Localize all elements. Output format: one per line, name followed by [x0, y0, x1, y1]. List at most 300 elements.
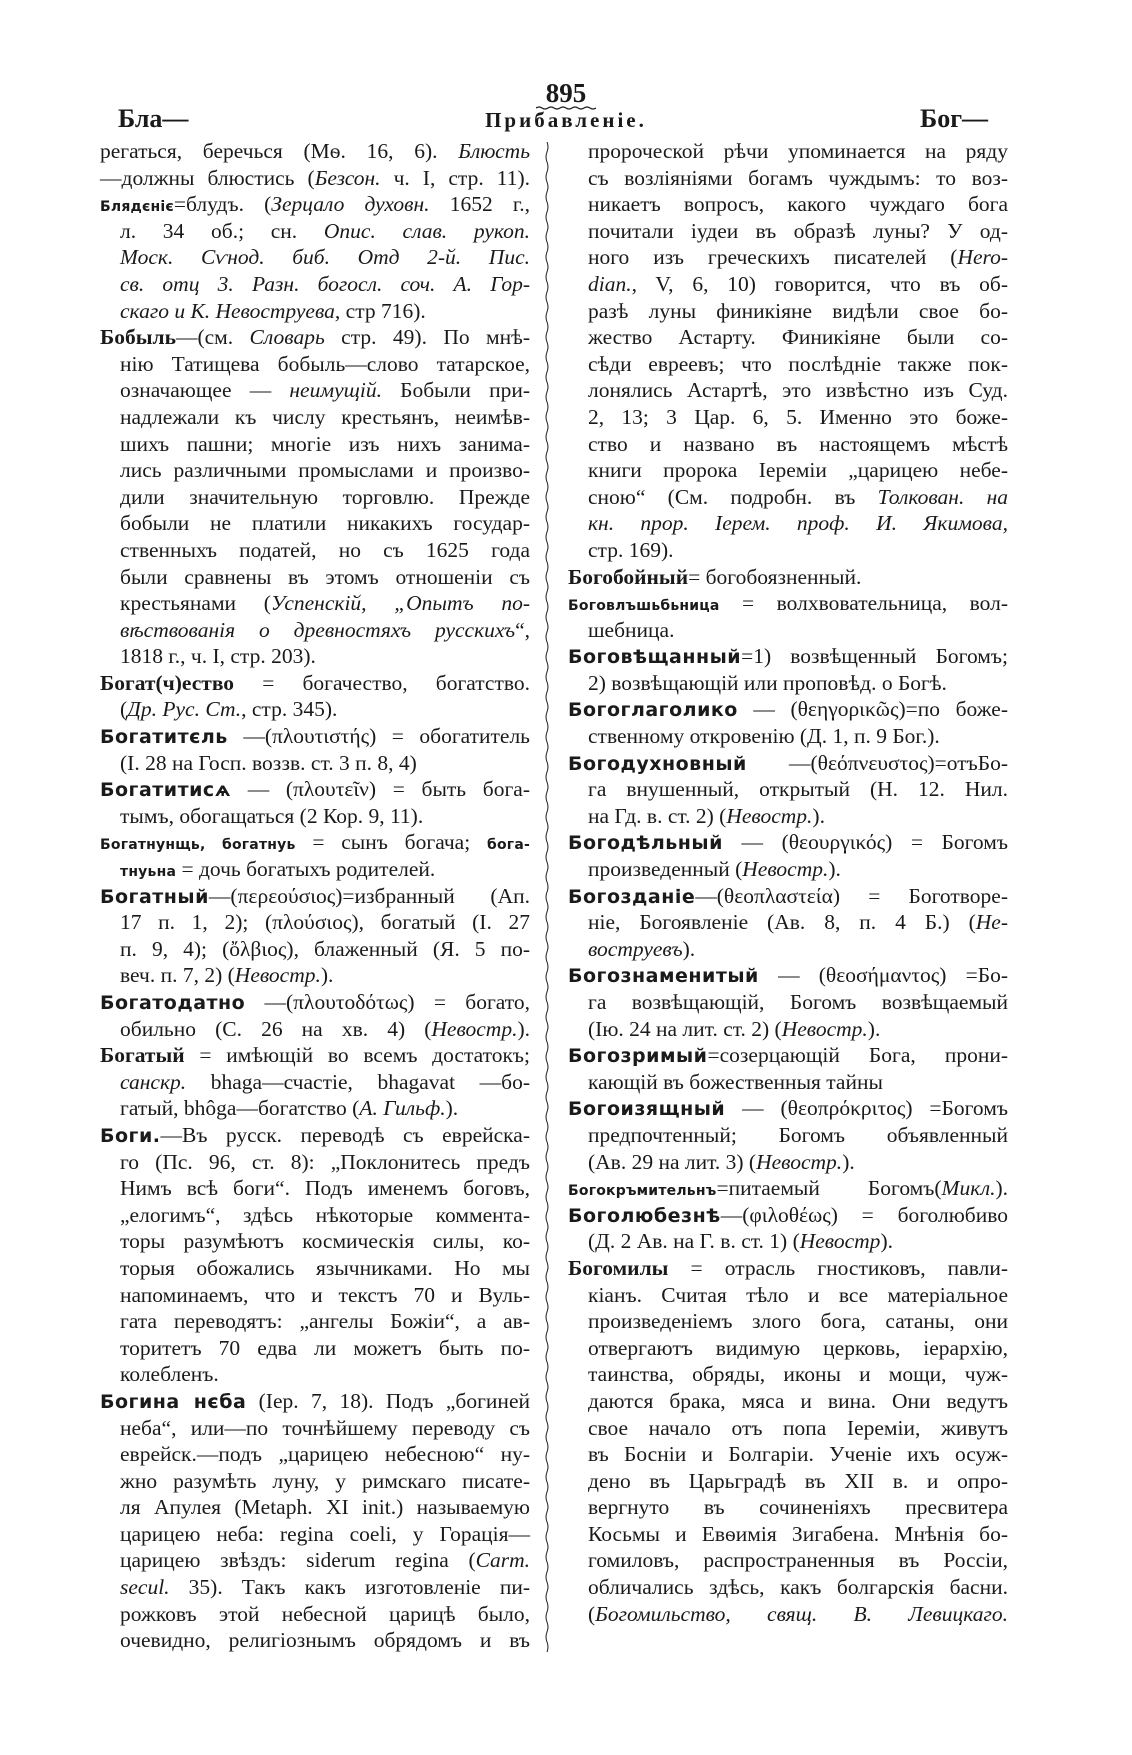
entry-text: —должны блюстись (: [100, 165, 315, 190]
entry-headword-line: [568, 1175, 1008, 1202]
text-line: [100, 564, 530, 591]
entry-text: —(πλουτοδότως) = богато,: [245, 990, 530, 1014]
citation-italic: Микл.: [941, 1176, 996, 1201]
entry-text: жно разумѣть луну, у римскаго писате-: [120, 1468, 530, 1493]
entry-text: еврейск.—подъ „царицею небесною“ ну-: [120, 1442, 530, 1467]
entry-text: го (Пс. 96, ст. 8): „Поклонитесь предъ: [120, 1149, 530, 1174]
entry-headword-line: [100, 989, 530, 1016]
text-line: [100, 856, 530, 883]
entry-text: (Ав. 29 на лит. 3) (: [588, 1149, 757, 1174]
text-line: [568, 1228, 1008, 1255]
text-line: [568, 617, 1008, 644]
entry-headword-line: [568, 1255, 1008, 1282]
entry-headword: Богобойный: [568, 564, 689, 589]
entry-headword: Богатный: [100, 885, 209, 908]
text-line: [100, 244, 530, 271]
text-line: [568, 165, 1008, 192]
entry-text: колебленъ.: [120, 1362, 219, 1387]
text-line: [100, 909, 530, 936]
text-line: [568, 856, 1008, 883]
text-line: [568, 377, 1008, 404]
entry-headword-line: [100, 1388, 530, 1415]
entry-text: „елогимъ“, здѣсь нѣкоторые коммента-: [120, 1202, 530, 1227]
entry-text: Косьмы и Евѳимія Зигабена. Мнѣнія бо-: [588, 1521, 1008, 1546]
entry-text: —(см.: [175, 325, 250, 350]
entry-text: —(θεοπλαστεία) = Боготворе-: [695, 883, 1008, 908]
citation-italic: Невостр.: [781, 1016, 868, 1041]
text-line: [100, 643, 530, 670]
entry-text: ).: [812, 803, 825, 828]
text-line: [568, 457, 1008, 484]
text-line: [568, 324, 1008, 351]
entry-text: таинства, обряды, иконы и мощи, чуж-: [588, 1362, 1008, 1387]
entry-text: =блудъ. (: [173, 192, 272, 217]
text-line: [100, 803, 530, 830]
text-line: [568, 803, 1008, 830]
entry-text: ).: [445, 1096, 459, 1121]
citation-italic: скаго и К. Невоструева,: [120, 298, 341, 323]
entry-text: царицею звѣздъ: siderum regina (: [120, 1548, 476, 1573]
entry-headword-line: [568, 1202, 1008, 1229]
entry-headword: Боговлъшьбьница: [568, 598, 720, 615]
text-line: [100, 404, 530, 431]
text-line: [100, 537, 530, 564]
entry-text: —(περεούσιος)=избранный (Ап.: [208, 883, 530, 908]
entry-headword: тнуьна: [120, 864, 177, 881]
entry-text: гомиловъ, распространенныя въ Россіи,: [588, 1548, 1008, 1573]
text-line: [568, 989, 1008, 1016]
text-line: [100, 218, 530, 245]
text-line: [100, 1149, 530, 1176]
entry-text: ственному откровенію (Д. 1, п. 9 Бог.).: [588, 724, 940, 749]
entry-headword-line: [568, 750, 1008, 777]
entry-text: ).: [867, 1016, 881, 1041]
entry-text: ).: [682, 936, 696, 961]
citation-italic: Невостр.: [431, 1016, 518, 1041]
text-line: [100, 271, 530, 298]
entry-headword: Богатнунщь, богатнуь: [100, 837, 296, 854]
text-line: [568, 1388, 1008, 1415]
entry-text: обличались здѣсь, какъ болгарскія басни.: [588, 1575, 1008, 1600]
entry-text: ственныхъ податей, но съ 1625 года: [120, 537, 530, 562]
text-line: [568, 537, 1008, 564]
text-line: [568, 1282, 1008, 1309]
citation-italic: Невостр: [799, 1229, 881, 1254]
text-line: [568, 1308, 1008, 1335]
citation-italic: Невостр.: [234, 963, 321, 988]
citation-italic: Словарь: [249, 325, 325, 350]
entry-text: дено въ Царьградѣ въ XII в. и опро-: [588, 1468, 1008, 1493]
text-line: [100, 1282, 530, 1309]
text-line: [100, 1202, 530, 1229]
citation-italic: санскр.: [120, 1069, 187, 1094]
citation-italic: Невостр.: [742, 857, 829, 882]
entry-text: Нимъ всѣ боги“. Подъ именемъ боговъ,: [120, 1176, 530, 1201]
entry-text: ).: [517, 1016, 530, 1041]
column-divider: [540, 142, 554, 1652]
text-line: [100, 1441, 530, 1468]
entry-text: =созерцающій Бога, прони-: [707, 1043, 1008, 1068]
text-line: [100, 431, 530, 458]
entry-text: никаетъ вопросъ, какого чуждаго бога: [588, 192, 1008, 217]
entry-text: разѣ луны финикіяне видѣли свое бо-: [588, 298, 1008, 323]
entry-text: = сынъ богача;: [295, 830, 488, 855]
entry-text: означающее —: [120, 378, 290, 403]
entry-text: бобыли не платили никакихъ государ-: [120, 511, 530, 536]
citation-italic: Невостр.: [726, 803, 813, 828]
entry-text: дили значительную торговлю. Прежде: [120, 484, 530, 509]
entry-headword-line: [568, 590, 1008, 617]
text-line: [100, 1255, 530, 1282]
entry-text: тымъ, обогащаться (2 Кор. 9, 11).: [120, 803, 424, 828]
entry-text: шихъ пашни; многіе изъ нихъ занима-: [120, 431, 530, 456]
citation-italic: воструевъ: [588, 936, 683, 961]
entry-text: ).: [828, 857, 841, 882]
entry-text: —(πλουτιστής) = обогатитель: [227, 724, 530, 749]
entry-text: ).: [995, 1176, 1008, 1201]
text-line: [568, 244, 1008, 271]
entry-text: стр 716).: [340, 298, 426, 323]
entry-headword-line: [100, 191, 530, 218]
entry-headword: Богатодатно: [100, 992, 246, 1014]
entry-text: произведенный (: [588, 857, 743, 882]
entry-headword: Богозданіе: [568, 885, 696, 908]
entry-text: книги пророка Іереміи „царицею небе-: [588, 458, 1008, 483]
entry-headword: Блядєніє: [100, 199, 174, 216]
text-line: [568, 298, 1008, 325]
entry-text: очевидно, религіознымъ обрядомъ и въ: [120, 1628, 530, 1653]
text-line: [100, 1016, 530, 1043]
text-line: [100, 377, 530, 404]
entry-text: кающій въ божественныя тайны: [588, 1069, 883, 1094]
entry-headword-line: [568, 643, 1008, 670]
text-line: [100, 457, 530, 484]
entry-text: лонялись Астартѣ, это извѣстно изъ Суд.: [588, 378, 1008, 403]
running-head-title: Прибавленіе.: [485, 108, 647, 132]
text-line: [100, 590, 530, 617]
entry-text: 35). Такъ какъ изготовленіе пи-: [169, 1575, 530, 1600]
entry-text: — (θεουργικός) = Богомъ: [722, 830, 1008, 855]
text-line: [568, 723, 1008, 750]
entry-text: (Д. 2 Ав. на Г. в. ст. 1) (: [588, 1229, 800, 1254]
entry-text: (Ію. 24 на лит. ст. 2) (: [588, 1016, 782, 1041]
entry-text: = дочь богатыхъ родителей.: [176, 857, 436, 882]
citation-italic: св. отц 3. Разн. богосл. соч. А. Гор-: [120, 271, 530, 296]
text-line: [568, 1361, 1008, 1388]
entry-text: 1652 г.,: [429, 192, 530, 217]
entry-headword-line: [100, 1042, 530, 1069]
text-line: [568, 1468, 1008, 1495]
entry-text: га возвѣщающій, Богомъ возвѣщаемый: [588, 990, 1008, 1014]
right-column: [568, 138, 1008, 1627]
entry-text: — (θεηγορικῶς)=по боже-: [737, 697, 1008, 722]
entry-text: ч. I, стр. 11).: [380, 165, 530, 190]
entry-text: гатый, bhôga—богатство (: [120, 1096, 360, 1121]
text-line: [568, 484, 1008, 511]
text-line: [568, 1122, 1008, 1149]
text-line: [568, 936, 1008, 963]
entry-text: регаться, беречься (Мѳ. 16, 6).: [100, 139, 459, 163]
entry-text: торыя обожались язычниками. Но мы: [120, 1255, 530, 1280]
text-line: [100, 1228, 530, 1255]
text-line: [100, 1361, 530, 1388]
entry-headword: Богоизящный: [568, 1098, 726, 1121]
citation-italic: Др. Рус. Ст.: [127, 697, 242, 722]
entry-text: обильно (С. 26 на хв. 4) (: [120, 1016, 432, 1041]
text-line: [568, 191, 1008, 218]
text-line: [568, 1494, 1008, 1521]
text-line: [100, 138, 530, 165]
citation-italic: secul.: [120, 1575, 170, 1600]
text-line: [100, 484, 530, 511]
entry-text: рожковъ этой небесной царицѣ было,: [120, 1601, 530, 1626]
text-line: [100, 1601, 530, 1628]
text-line: [100, 298, 530, 325]
citation-italic: Зерцало духовн.: [271, 192, 430, 217]
text-line: [100, 1415, 530, 1442]
entry-text: ство и названо въ настоящемъ мѣстѣ: [588, 431, 1008, 456]
text-line: [568, 1574, 1008, 1601]
citation-italic: Толкован. на: [877, 484, 1008, 509]
citation-italic: Моск. Сѵнод. биб. Отд 2-й. Пис.: [120, 245, 530, 270]
citation-italic: Carm.: [475, 1548, 530, 1573]
entry-headword-line: [100, 723, 530, 750]
page-number: 895: [545, 78, 587, 108]
entry-text: стр. 49). По мнѣ-: [324, 325, 530, 350]
entry-text: почитали іудеи въ образѣ луны? У од-: [588, 218, 1008, 243]
entry-text: отвергаютъ видимую церковь, іерархію,: [588, 1335, 1008, 1360]
entry-text: вергнуто въ сочиненіяхъ пресвитера: [588, 1495, 1008, 1520]
entry-text: 2) возвѣщающій или проповѣд. о Богѣ.: [588, 670, 947, 695]
entry-headword-line: [100, 670, 530, 697]
entry-text: га внушенный, открытый (Н. 12. Нил.: [588, 777, 1008, 802]
running-head-left: Бла—: [118, 104, 189, 133]
entry-headword: Богозримый: [568, 1045, 708, 1068]
entry-headword-line: [100, 883, 530, 910]
entry-text: напоминаемъ, что и текстъ 70 и Вуль-: [120, 1282, 530, 1307]
text-line: [568, 1441, 1008, 1468]
entry-text: = имѣющій во всемъ достатокъ;: [184, 1043, 530, 1068]
citation-italic: вѣствованія о древностяхъ русскихъ: [120, 617, 516, 642]
text-line: [100, 165, 530, 192]
entry-headword-line: [568, 962, 1008, 989]
citation-italic: Безсон.: [314, 165, 381, 190]
entry-text: жество Астарту. Финикіяне были со-: [588, 325, 1008, 350]
text-line: [100, 1175, 530, 1202]
entry-headword-line: [568, 564, 1008, 591]
entry-text: “,: [515, 617, 530, 642]
entry-text: надлежали къ числу крестьянъ, неимѣв-: [120, 404, 530, 429]
entry-text: , V, 6, 10) говорится, что въ об-: [631, 271, 1008, 296]
entry-text: съ возліяніями богамъ чуждымъ: то воз-: [588, 165, 1008, 190]
entry-text: — (πλουτεῖν) = быть бога-: [231, 777, 530, 802]
text-line: [568, 1547, 1008, 1574]
entry-text: веч. п. 7, 2) (: [120, 963, 235, 988]
text-line: [568, 670, 1008, 697]
text-line: [100, 1468, 530, 1495]
entry-text: =питаемый Богомъ(: [716, 1176, 942, 1201]
entry-headword: Богина нєба: [100, 1390, 247, 1413]
entry-text: неба“, или—по точнѣйшему переводу съ: [120, 1415, 530, 1440]
entry-headword: бога-: [487, 837, 530, 854]
entry-text: кіанъ. Считая тѣло и все матеріальное: [588, 1282, 1008, 1307]
text-line: [100, 351, 530, 378]
entry-text: —(θεόπνευστος)=отъБо-: [746, 750, 1008, 775]
text-line: [568, 271, 1008, 298]
text-line: [100, 1308, 530, 1335]
entry-headword: Богатитисѧ: [100, 779, 232, 802]
text-line: [568, 1521, 1008, 1548]
entry-text: (: [120, 697, 128, 722]
entry-text: гата переводятъ: „ангелы Божіи“, а ав-: [120, 1309, 530, 1334]
entry-text: — (θεοπρόκριτος) =Богомъ: [725, 1096, 1008, 1121]
entry-text: въ Босніи и Болгаріи. Ученіе ихъ осуж-: [588, 1442, 1008, 1467]
entry-text: ля Апулея (Metaph. XI init.) называемую: [120, 1495, 530, 1520]
entry-text: (: [588, 1601, 596, 1626]
entry-headword-line: [100, 1122, 530, 1149]
text-line: [100, 1069, 530, 1096]
entry-text: (Іер. 7, 18). Подъ „богиней: [246, 1388, 530, 1413]
entry-text: свое начало отъ попа Іереміи, живутъ: [588, 1415, 1008, 1440]
text-line: [100, 750, 530, 777]
text-line: [568, 1149, 1008, 1176]
entry-headword-line: [568, 829, 1008, 856]
citation-italic: Богомильство, свящ. В. Левицкаго.: [595, 1601, 1008, 1626]
text-line: [568, 351, 1008, 378]
entry-text: ).: [880, 1229, 893, 1254]
entry-text: —Въ русск. переводѣ съ еврейска-: [160, 1122, 530, 1147]
text-line: [100, 1095, 530, 1122]
entry-headword: Боголюбезнѣ: [568, 1204, 721, 1227]
entry-text: ніе, Богоявленіе (Ав. 8, п. 4 Б.) (: [588, 910, 976, 935]
text-line: [100, 510, 530, 537]
left-column: [100, 138, 530, 1654]
entry-text: торы разумѣютъ космическія силы, ко-: [120, 1229, 530, 1254]
entry-headword: Богокръмительнъ: [568, 1183, 717, 1200]
entry-text: сѣди евреевъ; что послѣдніе также пок-: [588, 351, 1008, 376]
entry-text: 17 п. 1, 2); (πλούσιος), богатый (I. 27: [120, 910, 530, 935]
citation-italic: кн. прор. Іерем. проф. И. Якимова,: [588, 511, 1008, 536]
entry-text: пророческой рѣчи упоминается на ряду: [588, 139, 1008, 163]
citation-italic: Блюсть: [458, 139, 530, 163]
entry-text: торитетъ 70 едва ли можетъ быть по-: [120, 1335, 530, 1360]
entry-text: bhaga—счастіе, bhagavat —бо-: [186, 1069, 530, 1094]
entry-headword: Богат(ч)ество: [100, 670, 235, 695]
entry-text: 1818 г., ч. I, стр. 203).: [120, 644, 316, 669]
entry-headword-line: [568, 1095, 1008, 1122]
entry-headword-line: [100, 829, 530, 856]
entry-text: 2, 13; 3 Цар. 6, 5. Именно это боже-: [588, 404, 1008, 429]
entry-headword: Бобыль: [100, 325, 176, 350]
entry-text: =1) возвѣщенный Богомъ;: [741, 644, 1008, 669]
entry-text: = богобоязненный.: [688, 564, 862, 589]
citation-italic: dian.: [588, 271, 632, 296]
entry-text: л. 34 об.; сн.: [120, 218, 324, 243]
text-line: [100, 962, 530, 989]
entry-headword: Богознаменитый: [568, 965, 759, 988]
text-line: [568, 510, 1008, 537]
entry-text: царицею неба: regina coeli, у Горація—: [120, 1521, 530, 1546]
entry-text: Бобыли при-: [381, 378, 530, 403]
text-line: [100, 617, 530, 644]
citation-italic: Успенскій, „Опытъ по-: [270, 591, 530, 616]
entry-headword-line: [568, 883, 1008, 910]
entry-text: = богачество, богатство.: [234, 670, 530, 695]
entry-text: нію Татищева бобыль—слово татарское,: [120, 351, 530, 376]
entry-text: —(φιλοθέως) = боголюбиво: [720, 1202, 1008, 1227]
entry-text: лись различными промыслами и произво-: [120, 458, 530, 483]
entry-text: произведеніемъ злого бога, сатаны, они: [588, 1309, 1008, 1334]
entry-headword-line: [568, 696, 1008, 723]
citation-italic: Невостр.: [756, 1149, 843, 1174]
entry-headword: Боги.: [100, 1124, 161, 1147]
entry-text: ).: [320, 963, 334, 988]
citation-italic: Опис. слав. рукоп.: [323, 218, 530, 243]
text-line: [568, 1016, 1008, 1043]
entry-headword: Боговѣщанный: [568, 646, 742, 669]
text-line: [568, 404, 1008, 431]
citation-italic: А. Гильф.: [359, 1096, 446, 1121]
text-line: [568, 1601, 1008, 1628]
text-line: [100, 696, 530, 723]
entry-text: крестьянами (: [120, 591, 271, 616]
text-line: [568, 909, 1008, 936]
entry-text: на Гд. в. ст. 2) (: [588, 803, 727, 828]
text-line: [568, 1069, 1008, 1096]
text-line: [100, 1627, 530, 1654]
running-head-right: Бог—: [920, 104, 988, 133]
entry-text: = отрасль гностиковъ, павли-: [668, 1255, 1008, 1280]
entry-text: предпочтенный; Богомъ объявленный: [588, 1122, 1008, 1147]
entry-text: — (θεοσήμαντος) =Бо-: [758, 963, 1008, 988]
citation-italic: неимущій.: [289, 378, 382, 403]
entry-headword: Богатый: [100, 1043, 185, 1068]
entry-headword: Богодѣльный: [568, 832, 723, 855]
text-line: [100, 936, 530, 963]
text-line: [568, 138, 1008, 165]
text-line: [568, 776, 1008, 803]
text-line: [100, 1521, 530, 1548]
citation-italic: Не-: [975, 910, 1008, 935]
entry-headword: Богатитєль: [100, 726, 228, 749]
entry-text: (I. 28 на Госп. воззв. ст. 3 п. 8, 4): [120, 750, 417, 775]
text-line: [568, 218, 1008, 245]
entry-headword-line: [568, 1042, 1008, 1069]
entry-headword-line: [100, 776, 530, 803]
text-line: [100, 1574, 530, 1601]
citation-italic: Hero-: [957, 245, 1008, 270]
entry-text: ного изъ греческихъ писателей (: [588, 245, 958, 270]
entry-headword: Богомилы: [568, 1255, 669, 1280]
entry-headword-line: [100, 324, 530, 351]
entry-text: даются брака, мяса и вина. Они ведутъ: [588, 1388, 1008, 1413]
entry-text: были сравнены въ этомъ отношеніи съ: [120, 564, 530, 589]
entry-text: стр. 169).: [588, 537, 674, 562]
text-line: [100, 1335, 530, 1362]
text-line: [568, 1335, 1008, 1362]
entry-text: сною“ (См. подробн. въ: [588, 484, 878, 509]
entry-headword: Богодухновный: [568, 752, 747, 775]
entry-text: = волхвовательница, вол-: [719, 591, 1008, 616]
text-line: [100, 1547, 530, 1574]
entry-text: шебница.: [588, 617, 675, 642]
entry-text: п. 9, 4); (ὄλβιος), блаженный (Я. 5 по-: [120, 936, 530, 961]
text-line: [100, 1494, 530, 1521]
text-line: [568, 431, 1008, 458]
entry-text: ).: [842, 1149, 855, 1174]
entry-text: , стр. 345).: [241, 697, 338, 722]
text-line: [568, 1415, 1008, 1442]
